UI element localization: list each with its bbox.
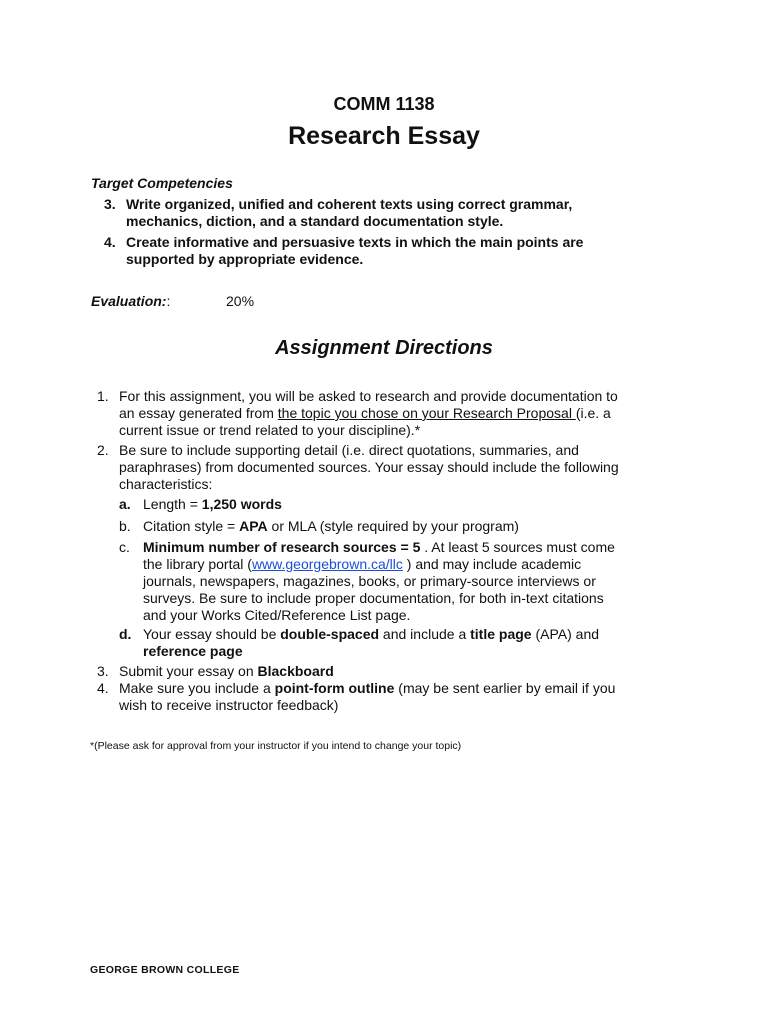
direction-item-3 (97, 663, 637, 680)
min-sources: Minimum number of research sources = 5 (143, 539, 421, 555)
sub-text-part: Citation style = (143, 518, 240, 534)
direction-item-2 (97, 442, 637, 493)
item-text-part: (may be sent earlier by email if you wish to receive instructor feedback) (119, 680, 616, 713)
competency-item (104, 196, 604, 230)
sub-item-a (119, 496, 629, 513)
sub-text-part: . At least 5 sources must come the library portal ( (143, 539, 615, 572)
submission-platform: Blackboard (257, 663, 334, 679)
outline-requirement: point-form outline (274, 680, 395, 696)
sub-text-part: ) and may include academic journals, newspapers, magazines, books, or primary-source interviews or surveys. Be sure to include proper documentation, for both in-text citations and your Works Cited/Reference List page. (143, 556, 604, 623)
evaluation-value: 20% (226, 293, 255, 309)
directions-title: Assignment Directions (275, 337, 493, 359)
title-page-requirement: title page (470, 626, 532, 642)
item-text (119, 680, 637, 714)
sub-item-letter: b. (119, 518, 131, 534)
direction-item-4 (97, 680, 637, 714)
proposal-topic-underline: the topic you chose on your Research Proposal (277, 405, 576, 421)
sub-text-part: Your essay should be (143, 626, 281, 642)
sub-item-letter: a. (119, 496, 131, 512)
direction-item-1 (97, 388, 637, 439)
item-text (119, 663, 637, 680)
sub-text-part: Length = (143, 496, 202, 512)
library-portal-link[interactable]: www.georgebrown.ca/llc (251, 556, 403, 572)
citation-style: APA (239, 518, 268, 534)
sub-text-part: or MLA (style required by your program) (267, 518, 519, 534)
competency-item (104, 234, 604, 268)
word-count: 1,250 words (201, 496, 282, 512)
competency-text: Create informative and persuasive texts in which the main points are supported by appropriate evidence. (126, 234, 584, 267)
competency-number: 4. (104, 234, 116, 250)
sub-item-letter: d. (119, 626, 132, 642)
evaluation-label-text: Evaluation: (91, 293, 167, 309)
item-text-part: Make sure you include a (119, 680, 275, 696)
item-number: 4. (97, 680, 109, 696)
page-title: Research Essay (288, 122, 480, 150)
sub-text-part: (APA) and (531, 626, 600, 642)
item-number: 1. (97, 388, 109, 404)
item-number: 2. (97, 442, 109, 458)
sub-item-d (119, 626, 629, 660)
competencies-label: Target Competencies (91, 175, 233, 191)
competency-text: Write organized, unified and coherent texts using correct grammar, mechanics, diction, and a standard documentation style. (126, 196, 573, 229)
sub-item-letter: c. (119, 539, 130, 555)
sub-item-text (143, 539, 629, 624)
sub-item-b (119, 518, 629, 535)
evaluation-colon: : (166, 293, 171, 309)
competency-number: 3. (104, 196, 116, 212)
sub-item-text (143, 496, 629, 513)
course-code: COMM 1138 (333, 94, 435, 114)
reference-page-requirement: reference page (143, 643, 243, 659)
item-text (119, 388, 637, 439)
item-number: 3. (97, 663, 109, 679)
item-text-part: For this assignment, you will be asked to research and provide documentation to an essay generated from (119, 388, 618, 421)
item-text: Be sure to include supporting detail (i.e. direct quotations, summaries, and paraphrases) from documented sources. Your essay should include the following characteristics: (119, 442, 619, 492)
spacing-requirement: double-spaced (280, 626, 380, 642)
item-text-part: (i.e. a current issue or trend related to your discipline).* (119, 405, 611, 438)
sub-text-part: and include a (379, 626, 471, 642)
college-footer: GEORGE BROWN COLLEGE (90, 964, 240, 976)
sub-item-c (119, 539, 629, 624)
sub-item-text (143, 626, 629, 660)
item-text-part: Submit your essay on (119, 663, 258, 679)
approval-note: *(Please ask for approval from your instructor if you intend to change your topic) (90, 740, 462, 752)
sub-item-text (143, 518, 629, 535)
evaluation-label (91, 293, 170, 309)
